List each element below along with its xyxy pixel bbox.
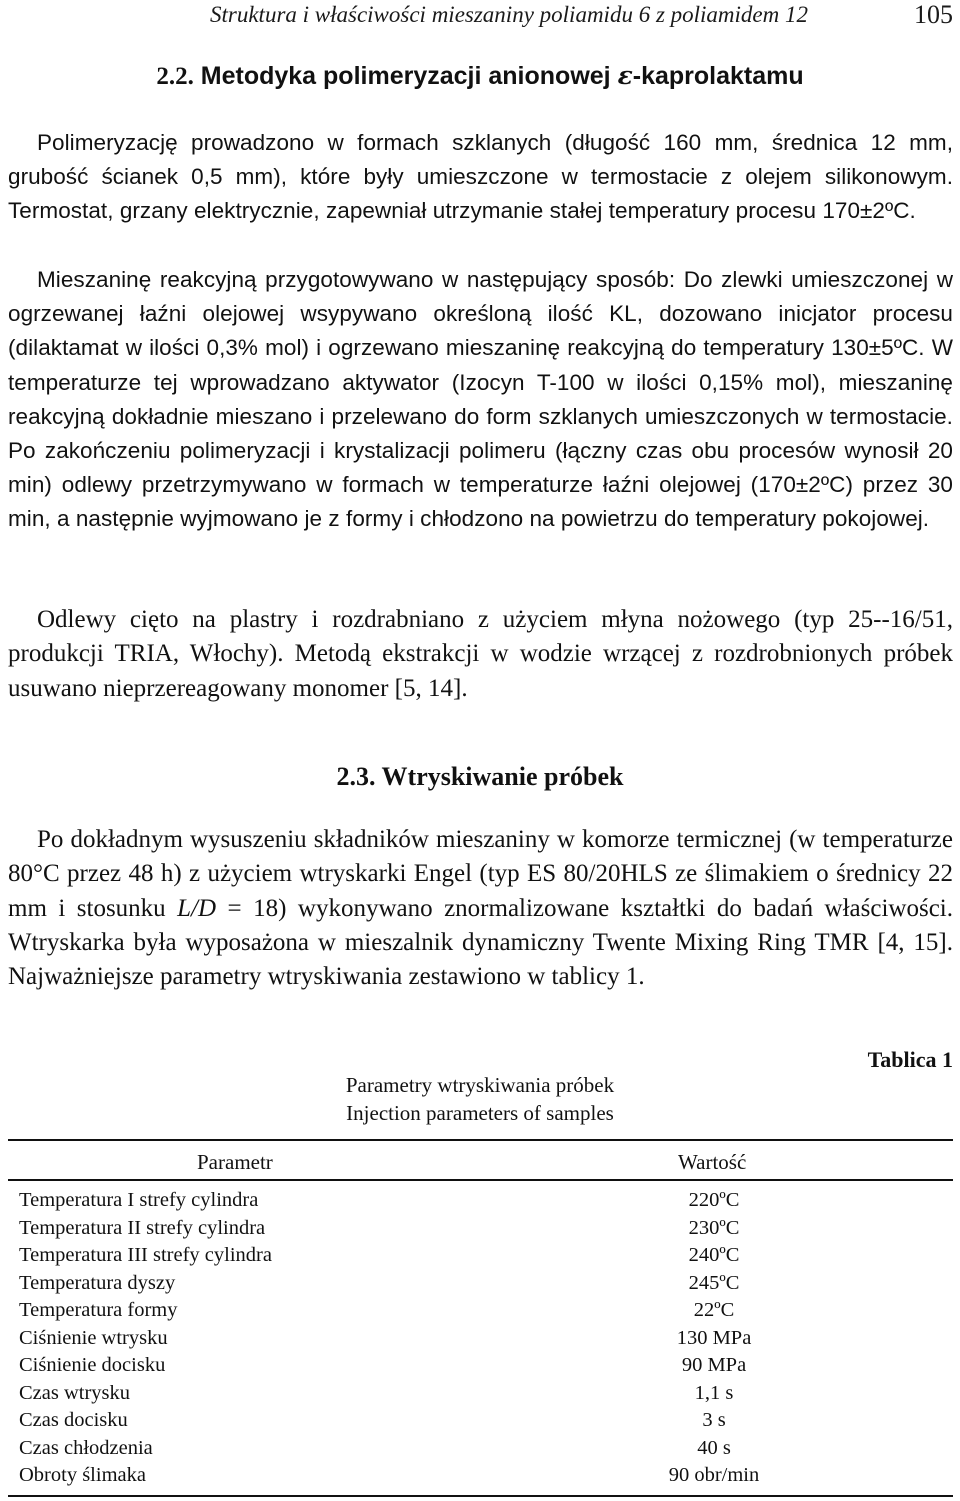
column-header-param: Parametr [197,1150,273,1174]
param-cell: Ciśnienie docisku [19,1354,166,1376]
param-cell: Temperatura formy [19,1299,178,1321]
section-heading-2-2 [0,61,960,91]
param-cell: Temperatura I strefy cylindra [19,1189,259,1211]
section-title-part: -kaprolaktamu [632,62,804,90]
table-top-rule [8,1139,953,1141]
table-row [8,1269,953,1297]
page-header [0,2,960,32]
table-row [8,1351,953,1379]
section-heading-2-3: 2.3. Wtryskiwanie próbek [336,762,624,791]
value-cell: 245ºC [688,1271,740,1294]
table-body [8,1186,953,1489]
table-row [8,1434,953,1462]
page-number: 105 [914,0,953,29]
table-row [8,1296,953,1324]
value-cell: 90 obr/min [668,1464,760,1486]
ld-ratio-symbol: L/D [177,894,217,922]
table-row [8,1186,953,1214]
paragraph: Mieszaninę reakcyjną przygotowywano w następujący sposób: Do zlewki umieszczonej w ogrzewanej łaźni olejowej wsypywano określoną ilość KL, dozowano inicjator procesu (dilaktamat w ilości 0,3% mol) i ogrzewano mieszaninę reakcyjną do temperatury 130±5ºC. W temperaturze tej wprowadzano aktywator (Izocyn T-100 w ilości 0,15% mol), mieszaninę reakcyjną dokładnie mieszano i przelewano do form szklanych umieszczonych w termostacie. Po zakończeniu polimeryzacji i krystalizacji polimeru (łączny czas obu procesów wynosił 20 min) odlewy przetrzymywano w formach w temperaturze łaźni olejowej (170±2ºC) przez 30 min, a następnie wyjmowano je z formy i chłodzono na powietrzu do temperatury pokojowej. [8,267,953,532]
table-bottom-rule [8,1495,953,1497]
epsilon-symbol: ε [617,61,633,90]
param-cell: Temperatura II strefy cylindra [19,1216,266,1239]
section-number: 2.2. [156,63,194,90]
param-cell: Czas docisku [19,1409,128,1431]
paragraph: Polimeryzację prowadzono w formach szklanych (długość 160 mm, średnica 12 mm, grubość ścianek 0,5 mm), które były umieszczone w termostacie z olejem silikonowym. Termostat, grzany elektrycznie, zapewniał utrzymanie stałej temperatury procesu 170±2ºC. [8,130,953,224]
table-row [8,1324,953,1352]
param-cell: Obroty ślimaka [19,1464,146,1486]
paragraph [8,823,953,994]
table-row [8,1241,953,1269]
running-title: Struktura i właściwości mieszaniny poliamidu 6 z poliamidem 12 [210,2,808,27]
value-cell: 3 s [702,1409,726,1431]
value-cell: 90 MPa [681,1354,747,1376]
value-cell: 220ºC [688,1189,740,1211]
table-header-rule [8,1179,953,1181]
param-cell: Temperatura III strefy cylindra [19,1244,272,1266]
paragraph-text: = 18) wykonywano znormalizowane kształtki do badań właściwości. Wtryskarka była wyposażona w mieszalnik dynamiczny Twente Mixing Ring TMR [4, 15]. Najważniejsze parametry wtryskiwania zestawiono w tablicy 1. [8,894,953,991]
paragraph: Odlewy cięto na plastry i rozdrabniano z użyciem młyna nożowego (typ 25--16/51, produkcji TRIA, Włochy). Metodą ekstrakcji w wodzie wrzącej z rozdrobnionych próbek usuwano nieprzereagowany monomer [5, 14]. [8,606,953,702]
value-cell: 230ºC [688,1216,740,1239]
section-title-part: Metodyka polimeryzacji anionowej [200,62,618,90]
value-cell: 40 s [697,1436,731,1459]
value-cell: 22ºC [693,1299,735,1321]
table-row [8,1406,953,1434]
param-cell: Temperatura dyszy [19,1271,176,1294]
value-cell: 130 MPa [676,1326,752,1349]
table-row [8,1461,953,1489]
param-cell: Czas wtrysku [19,1381,131,1404]
table-row [8,1379,953,1407]
param-cell: Czas chłodzenia [19,1436,153,1459]
column-header-value: Wartość [678,1150,747,1174]
table-row [8,1214,953,1242]
paragraph-text: Po dokładnym wysuszeniu składników mieszaniny w komorze termicznej (w temperaturze 80°C przez 48 h) z użyciem wtryskarki Engel (typ ES 80/20HLS ze ślimakiem o średnicy 22 mm i stosunku [8,826,953,922]
param-cell: Ciśnienie wtrysku [19,1326,168,1349]
table-caption-pl: Parametry wtryskiwania próbek [345,1073,615,1097]
table-label: Tablica 1 [867,1047,953,1072]
value-cell: 240ºC [688,1244,740,1266]
value-cell: 1,1 s [694,1381,734,1404]
table-caption-en: Injection parameters of samples [346,1101,614,1125]
